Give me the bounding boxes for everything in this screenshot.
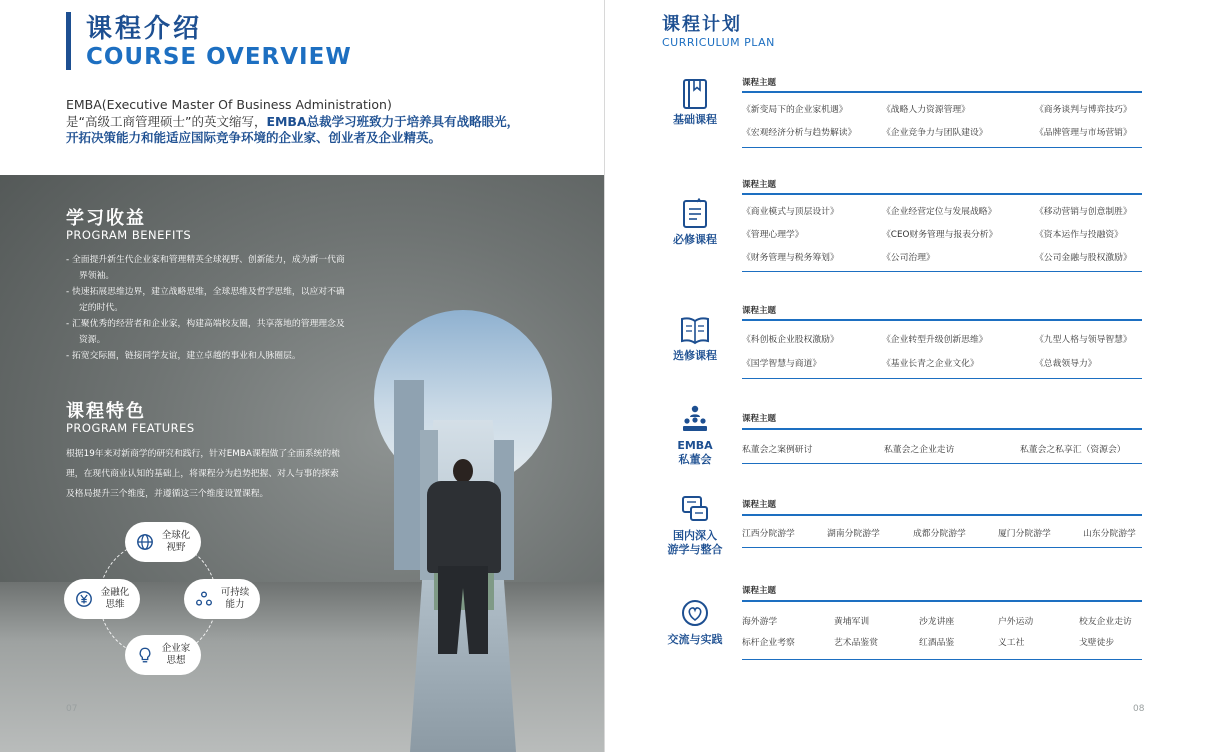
features-text: 根据19年来对新商学的研究和践行，针对EMBA课程做了全面系统的梳理，在现代商业认知的基础上，将课程分为趋势把握、对人与事的探索及格局提升三个维度，并遵循这三个维度设置课程。 [66, 449, 340, 499]
course-item: 户外运动 [998, 617, 1034, 627]
category-name-line1: EMBA [677, 439, 713, 452]
category-domestic-study [657, 494, 733, 557]
course-item: 《企业转型升级创新思维》 [882, 335, 988, 345]
meeting-icon [680, 404, 710, 436]
section-rule [742, 319, 1142, 321]
course-item: 《国学智慧与商道》 [742, 359, 822, 369]
course-item: 《新变局下的企业家机遇》 [742, 105, 848, 115]
page-title-english: COURSE OVERVIEW [86, 44, 352, 70]
intro-line-3: 开拓决策能力和能适应国际竞争环境的企业家、创业者及企业精英。 [66, 130, 442, 145]
course-item: 《商务谈判与博弈技巧》 [1035, 105, 1132, 115]
course-item: 黄埔军训 [834, 617, 870, 627]
bubble-finance-label: 金融化思维 [100, 587, 130, 610]
course-item: 《科创板企业股权激励》 [742, 335, 839, 345]
page-title: 课程介绍 [86, 14, 203, 44]
man-head [453, 459, 473, 483]
course-item: 《公司治理》 [882, 253, 935, 263]
course-item: 《九型人格与领导智慧》 [1035, 335, 1132, 345]
course-item: 私董会之案例研讨 [742, 445, 813, 455]
plan-title-english: CURRICULUM PLAN [662, 36, 775, 49]
benefits-title: 学习收益 [66, 208, 146, 229]
handshake-heart-icon [680, 598, 710, 630]
chat-icon [680, 494, 710, 526]
benefit-item: - 汇聚优秀的经营者和企业家，构建高端校友圈，共享落地的管理理念及资源。 [66, 319, 345, 345]
section-rule [742, 193, 1142, 195]
course-item: 《公司金融与股权激励》 [1035, 253, 1132, 263]
course-item: 《总裁领导力》 [1035, 359, 1097, 369]
bubble-global [125, 522, 201, 562]
course-item: 标杆企业考察 [742, 638, 795, 648]
course-item: 《企业竞争力与团队建设》 [882, 128, 988, 138]
course-item: 《宏观经济分析与趋势解读》 [742, 128, 857, 138]
page-number: 07 [66, 704, 78, 714]
section-rule [742, 271, 1142, 272]
category-name-line2: 游学与整合 [667, 543, 723, 556]
benefit-item: - 快速拓展思维边界，建立战略思维，全球思维及哲学思维，以应对不确定的时代。 [66, 287, 345, 313]
plan-title: 课程计划 [662, 14, 742, 35]
category-name: 选修课程 [673, 349, 717, 362]
section-rule [742, 147, 1142, 148]
section-rule [742, 659, 1142, 660]
intro-paragraph [66, 97, 566, 147]
course-item: 湖南分院游学 [827, 529, 880, 539]
course-item: 私董会之私享汇（资源会） [1020, 445, 1126, 455]
bubble-entre [125, 635, 201, 675]
course-item: 私董会之企业走访 [884, 445, 955, 455]
intro-line-2b: EMBA总裁学习班致力于培养具有战略眼光， [266, 113, 520, 129]
features-title: 课程特色 [66, 401, 146, 422]
course-item: 《品牌管理与市场营销》 [1035, 128, 1132, 138]
section-rule [742, 91, 1142, 93]
category-basic [657, 78, 733, 127]
course-item: 义工社 [998, 638, 1025, 648]
section-rule [742, 378, 1142, 379]
intro-line-1: EMBA(Executive Master Of Business Administration) [66, 97, 392, 112]
bubble-sustain-label: 可持续能力 [220, 587, 250, 610]
course-item: 沙龙讲座 [919, 617, 955, 627]
document-icon [680, 198, 710, 230]
category-emba [657, 404, 733, 467]
benefits-list [66, 252, 346, 364]
page-number: 08 [1133, 704, 1145, 714]
section-rule [742, 600, 1142, 602]
category-name: 交流与实践 [667, 633, 723, 646]
right-page [604, 0, 1207, 752]
subject-label: 课程主题 [742, 306, 777, 316]
category-required [657, 198, 733, 247]
course-item: 《移动营销与创意制胜》 [1035, 207, 1132, 217]
course-item: 成都分院游学 [913, 529, 966, 539]
course-item: 厦门分院游学 [998, 529, 1051, 539]
bubble-finance [64, 579, 140, 619]
category-name-line2: 私董会 [678, 453, 712, 466]
intro-line-2 [66, 114, 566, 131]
course-item: 《基业长青之企业文化》 [882, 359, 979, 369]
course-item: 《管理心理学》 [742, 230, 804, 240]
benefit-item: - 拓宽交际圈，链接同学友谊，建立卓越的事业和人脉圈层。 [66, 351, 301, 361]
man-body [427, 481, 501, 573]
course-item: 江西分院游学 [742, 529, 795, 539]
course-item: 《资本运作与投融资》 [1035, 230, 1123, 240]
cycle-icon [190, 585, 218, 613]
bubble-global-label: 全球化视野 [161, 530, 191, 553]
course-item: 《战略人力资源管理》 [882, 105, 970, 115]
category-elective [657, 314, 733, 363]
intro-line-2a: 是“高级工商管理硕士”的英文缩写， [66, 113, 267, 129]
benefits-subtitle: PROGRAM BENEFITS [66, 228, 192, 242]
course-item: 《企业经营定位与发展战略》 [882, 207, 997, 217]
section-rule [742, 428, 1142, 430]
benefit-item: - 全面提升新生代企业家和管理精英全球视野、创新能力，成为新一代商界领袖。 [66, 255, 345, 281]
subject-label: 课程主题 [742, 586, 777, 596]
course-item: 山东分院游学 [1083, 529, 1136, 539]
course-item: 戈壁徒步 [1079, 638, 1115, 648]
open-book-icon [680, 314, 710, 346]
category-name: 基础课程 [673, 113, 717, 126]
section-rule [742, 514, 1142, 516]
category-name-line1: 国内深入 [673, 529, 717, 542]
course-item: 红酒品鉴 [919, 638, 955, 648]
subject-label: 课程主题 [742, 414, 777, 424]
bubble-sustain [184, 579, 260, 619]
course-item: 《商业模式与顶层设计》 [742, 207, 839, 217]
bubble-entre-label: 企业家思想 [161, 643, 191, 666]
course-item: 《财务管理与税务筹划》 [742, 253, 839, 263]
subject-label: 课程主题 [742, 180, 777, 190]
section-rule [742, 547, 1142, 548]
book-icon [680, 78, 710, 110]
subject-label: 课程主题 [742, 78, 777, 88]
lightbulb-icon [131, 641, 159, 669]
globe-icon [131, 528, 159, 556]
category-name: 必修课程 [673, 233, 717, 246]
category-exchange-practice [657, 598, 733, 647]
course-item: 海外游学 [742, 617, 778, 627]
subject-label: 课程主题 [742, 500, 777, 510]
features-subtitle: PROGRAM FEATURES [66, 421, 195, 435]
course-item: 校友企业走访 [1079, 617, 1132, 627]
section-rule [742, 463, 1142, 464]
title-accent-bar [66, 12, 71, 70]
yuan-icon [70, 585, 98, 613]
course-item: 艺术品鉴赏 [834, 638, 878, 648]
course-item: 《CEO财务管理与报表分析》 [882, 230, 998, 240]
